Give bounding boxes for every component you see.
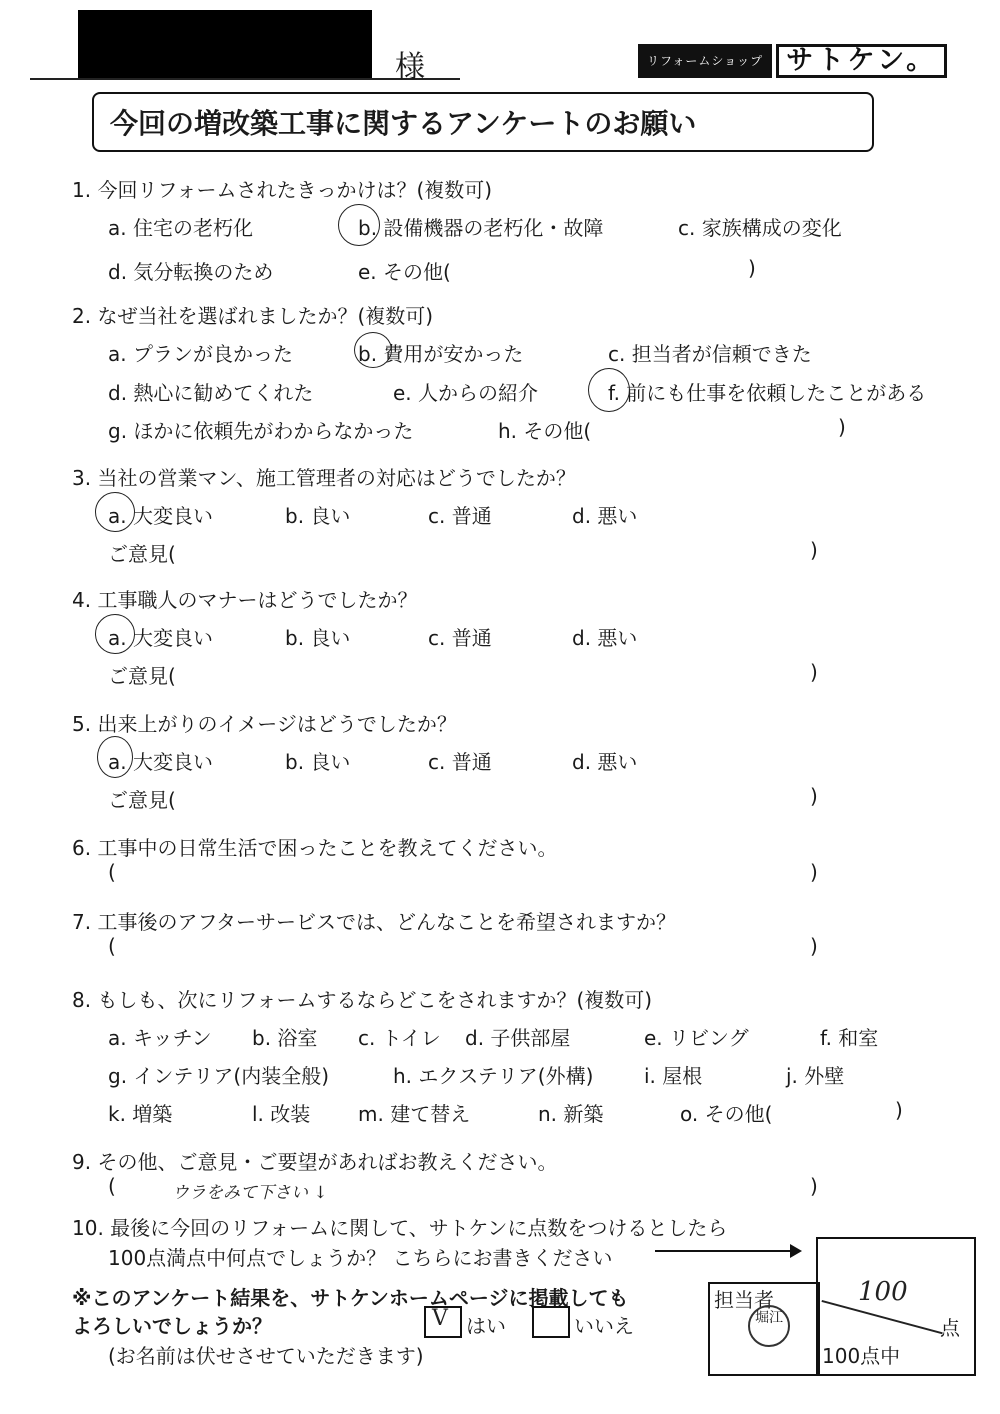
score-unit: 点 xyxy=(940,1316,960,1340)
q8-option-g[interactable]: g. インテリア(内装全般) xyxy=(108,1064,330,1088)
q4-opinion-label: ご意見( xyxy=(108,664,176,688)
q8-option-j[interactable]: j. 外壁 xyxy=(786,1064,845,1088)
publish-consent-line2: よろしいでしょうか？ xyxy=(72,1314,272,1338)
q2-option-c[interactable]: c. 担当者が信頼できた xyxy=(608,342,812,366)
honorific-sama: 様 xyxy=(395,50,425,85)
yes-check-mark: V xyxy=(432,1306,448,1331)
q5-a-circle-mark xyxy=(97,736,133,778)
q8-option-h[interactable]: h. エクステリア(外構) xyxy=(393,1064,594,1088)
q3-option-d[interactable]: d. 悪い xyxy=(572,504,638,528)
q8-option-e[interactable]: e. リビング xyxy=(644,1026,749,1050)
publish-note: (お名前は伏せさせていただきます) xyxy=(108,1344,424,1368)
q3-option-b[interactable]: b. 良い xyxy=(285,504,351,528)
q8-option-k[interactable]: k. 増築 xyxy=(108,1102,173,1126)
q8-option-i[interactable]: i. 屋根 xyxy=(644,1064,703,1088)
q2-b-circle-mark xyxy=(354,332,392,368)
q9-handwritten-answer: ウラをみて下さい ↓ xyxy=(172,1183,328,1203)
q2-option-h-close: ) xyxy=(838,415,846,439)
q8-option-l[interactable]: l. 改装 xyxy=(252,1102,311,1126)
q3-option-a[interactable]: a. 大変良い xyxy=(108,504,213,528)
q4-option-a[interactable]: a. 大変良い xyxy=(108,626,213,650)
publish-consent-line1: ※このアンケート結果を、サトケンホームページに掲載しても xyxy=(72,1286,629,1310)
q5-opinion-close: ) xyxy=(810,784,818,808)
q2-option-f[interactable]: f. 前にも仕事を依頼したことがある xyxy=(608,381,927,405)
q1-option-b[interactable]: b. 設備機器の老朽化・故障 xyxy=(358,216,604,240)
q2-option-b[interactable]: b. 費用が安かった xyxy=(358,342,524,366)
q1-option-e-close: ) xyxy=(748,256,756,280)
staff-seal-stamp: 堀江 xyxy=(748,1305,790,1347)
arrow-right-icon xyxy=(790,1244,802,1258)
q8-option-c[interactable]: c. トイレ xyxy=(358,1026,441,1050)
q8-option-m[interactable]: m. 建て替え xyxy=(358,1102,471,1126)
q6-open: ( xyxy=(108,860,116,884)
q5-option-a[interactable]: a. 大変良い xyxy=(108,750,213,774)
q4-option-d[interactable]: d. 悪い xyxy=(572,626,638,650)
question-4: 4. 工事職人のマナーはどうでしたか？ xyxy=(72,588,418,612)
no-label: いいえ xyxy=(574,1314,634,1338)
q9-open: ( xyxy=(108,1174,116,1198)
q8-option-n[interactable]: n. 新築 xyxy=(538,1102,604,1126)
q1-option-c[interactable]: c. 家族構成の変化 xyxy=(678,216,842,240)
q1-option-d[interactable]: d. 気分転換のため xyxy=(108,260,274,284)
q1-b-circle-mark xyxy=(338,204,380,246)
q7-close: ) xyxy=(810,934,818,958)
question-1: 1. 今回リフォームされたきっかけは？(複数可) xyxy=(72,178,493,202)
logo-subtitle: リフォームショップ xyxy=(638,44,772,78)
question-7: 7. 工事後のアフターサービスでは、どんなことを希望されますか？ xyxy=(72,910,677,934)
q7-open: ( xyxy=(108,934,116,958)
staff-label: 担当者 xyxy=(714,1288,774,1312)
q8-option-f[interactable]: f. 和室 xyxy=(820,1026,879,1050)
q8-option-o-close: ) xyxy=(895,1098,903,1122)
q3-option-c[interactable]: c. 普通 xyxy=(428,504,492,528)
q2-option-d[interactable]: d. 熱心に勧めてくれた xyxy=(108,381,314,405)
question-2: 2. なぜ当社を選ばれましたか？(複数可) xyxy=(72,304,434,328)
question-5: 5. 出来上がりのイメージはどうでしたか？ xyxy=(72,712,457,736)
q8-option-o[interactable]: o. その他( xyxy=(680,1102,773,1126)
q4-opinion-close: ) xyxy=(810,660,818,684)
company-logo xyxy=(638,44,947,78)
q5-option-d[interactable]: d. 悪い xyxy=(572,750,638,774)
page-title: 今回の増改築工事に関するアンケートのお願い xyxy=(92,92,874,152)
q5-option-c[interactable]: c. 普通 xyxy=(428,750,492,774)
q2-option-e[interactable]: e. 人からの紹介 xyxy=(393,381,539,405)
question-10-line2: 100点満点中何点でしょうか？ こちらにお書きください xyxy=(108,1246,613,1270)
arrow-right-line xyxy=(655,1250,795,1252)
q4-a-circle-mark xyxy=(95,614,135,654)
question-6: 6. 工事中の日常生活で困ったことを教えてください。 xyxy=(72,836,558,860)
question-8: 8. もしも、次にリフォームするならどこをされますか？(複数可) xyxy=(72,988,653,1012)
q6-close: ) xyxy=(810,860,818,884)
logo-name: サトケン。 xyxy=(776,44,947,78)
score-scale-label: 100点中 xyxy=(822,1344,901,1368)
question-10-line1: 10. 最後に今回のリフォームに関して、サトケンに点数をつけるとしたら xyxy=(72,1216,728,1240)
q3-opinion-close: ) xyxy=(810,538,818,562)
q1-option-e[interactable]: e. その他( xyxy=(358,260,451,284)
q3-opinion-label: ご意見( xyxy=(108,542,176,566)
q5-opinion-label: ご意見( xyxy=(108,788,176,812)
q2-option-g[interactable]: g. ほかに依頼先がわからなかった xyxy=(108,419,414,443)
q2-option-a[interactable]: a. プランが良かった xyxy=(108,342,293,366)
q9-close: ) xyxy=(810,1174,818,1198)
q2-option-h[interactable]: h. その他( xyxy=(498,419,592,443)
q4-option-b[interactable]: b. 良い xyxy=(285,626,351,650)
redacted-customer-name xyxy=(78,10,372,80)
question-9: 9. その他、ご意見・ご要望があればお教えください。 xyxy=(72,1150,558,1174)
no-checkbox[interactable] xyxy=(532,1306,570,1338)
question-3: 3. 当社の営業マン、施工管理者の対応はどうでしたか？ xyxy=(72,466,576,490)
q3-a-circle-mark xyxy=(95,492,135,532)
q8-option-a[interactable]: a. キッチン xyxy=(108,1026,212,1050)
q2-f-circle-mark xyxy=(588,368,630,412)
q4-option-c[interactable]: c. 普通 xyxy=(428,626,492,650)
q8-option-d[interactable]: d. 子供部屋 xyxy=(465,1026,571,1050)
q8-option-b[interactable]: b. 浴室 xyxy=(252,1026,318,1050)
q1-option-a[interactable]: a. 住宅の老朽化 xyxy=(108,216,253,240)
q5-option-b[interactable]: b. 良い xyxy=(285,750,351,774)
yes-label: はい xyxy=(466,1314,506,1338)
score-handwritten: 100 xyxy=(858,1277,908,1307)
